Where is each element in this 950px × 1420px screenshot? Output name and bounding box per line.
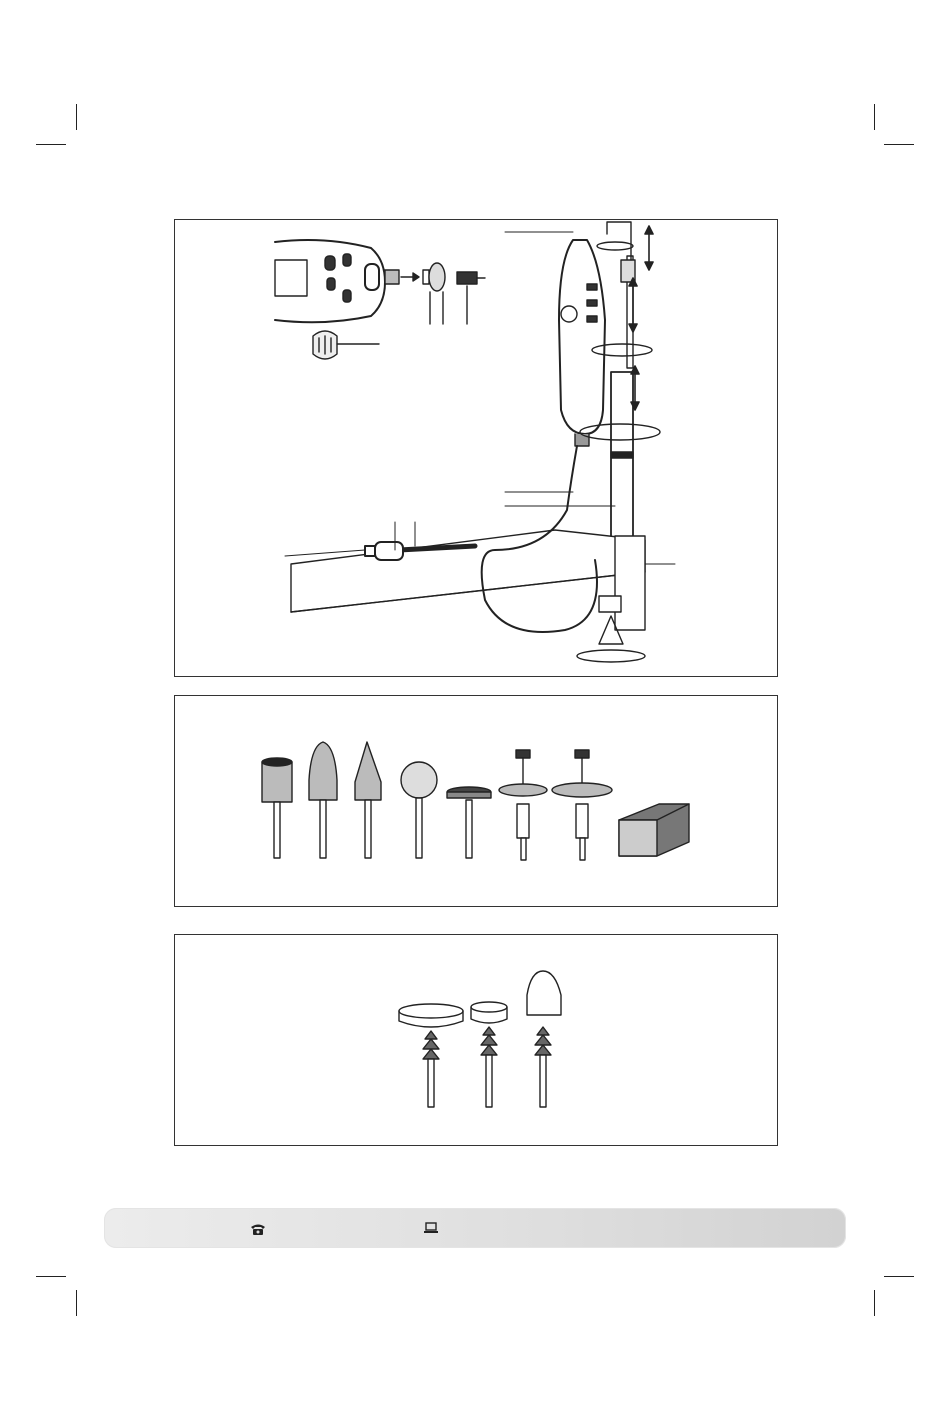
grinding-wheel-accessory — [447, 787, 491, 858]
computer-icon — [424, 1222, 438, 1234]
polishing-illustration — [175, 935, 779, 1147]
grinding-cone-accessory — [309, 742, 337, 858]
accessories-illustration — [175, 696, 779, 908]
tool-body-detail — [275, 240, 485, 324]
rotary-tool — [559, 240, 605, 446]
crop-mark-tr-v — [874, 104, 875, 130]
crop-mark-tl-v — [76, 104, 77, 130]
grinding-point-accessory — [355, 742, 381, 858]
crop-mark-tl-h — [36, 144, 66, 145]
crop-mark-tr-h — [884, 144, 914, 145]
assembly-illustration — [175, 220, 779, 678]
crop-mark-br-v — [874, 1290, 875, 1316]
footer-bar — [104, 1208, 846, 1248]
cutting-disc-accessory-2 — [552, 750, 612, 860]
crop-mark-bl-v — [76, 1290, 77, 1316]
cleaning-stone-accessory — [619, 804, 689, 856]
assembly-figure-panel — [174, 219, 778, 677]
cutting-disc-accessory-1 — [499, 750, 547, 860]
telephone-icon — [250, 1222, 266, 1236]
crop-mark-bl-h — [36, 1276, 66, 1277]
nose-cap-detail — [313, 331, 379, 359]
polishing-cone-accessory — [527, 971, 561, 1107]
stand-pole — [607, 222, 635, 540]
polishing-wheel-accessory — [399, 1004, 463, 1107]
polishing-cylinder-accessory — [471, 1002, 507, 1107]
polishing-figure-panel — [174, 934, 778, 1146]
accessories-figure-panel — [174, 695, 778, 907]
crop-mark-br-h — [884, 1276, 914, 1277]
sanding-drum-accessory — [262, 758, 292, 858]
grinding-ball-accessory — [401, 762, 437, 858]
